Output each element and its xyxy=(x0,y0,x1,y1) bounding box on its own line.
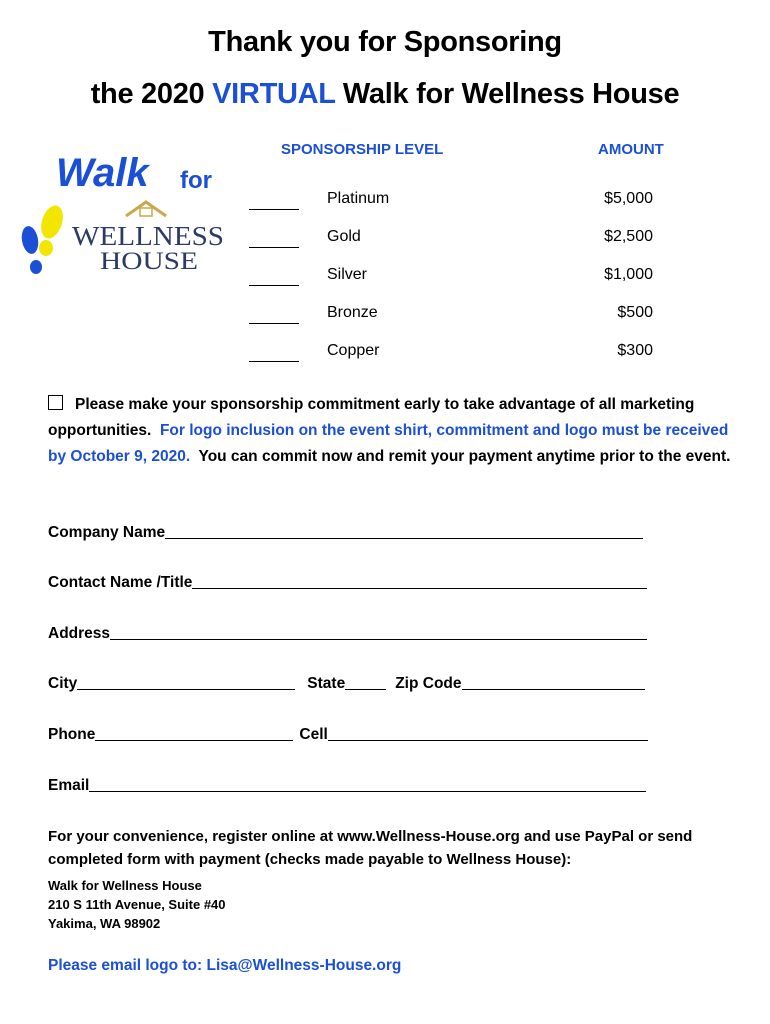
amount-bronze: $500 xyxy=(617,304,653,321)
footprints-icon xyxy=(20,203,67,274)
company-name-label: Company Name xyxy=(48,524,166,541)
level-silver: Silver xyxy=(327,266,368,283)
sponsorship-level-header: SPONSORSHIP LEVEL xyxy=(281,141,444,158)
city-label: City xyxy=(48,675,78,692)
platinum-blank[interactable] xyxy=(249,195,299,210)
address-row xyxy=(48,625,647,643)
logo-graphic xyxy=(14,140,234,280)
house-roof-icon xyxy=(126,202,166,216)
email-label: Email xyxy=(48,777,90,794)
commitment-notice xyxy=(48,392,738,470)
contact-name-row xyxy=(48,574,647,592)
mailing-line-3: Yakima, WA 98902 xyxy=(48,916,161,931)
amount-copper: $300 xyxy=(617,342,653,359)
cell-field[interactable] xyxy=(328,737,648,741)
city-state-zip-row xyxy=(48,675,645,693)
gold-blank[interactable] xyxy=(249,233,299,248)
mailing-line-1: Walk for Wellness House xyxy=(48,878,202,893)
title-line-1: Thank you for Sponsoring xyxy=(208,26,562,58)
registration-instructions: For your convenience, register online at www.Wellness-House.org and use PayPal or send completed form with payment (checks made payable to Wellness House): xyxy=(48,828,693,868)
title-line-2 xyxy=(0,78,770,111)
email-row xyxy=(48,777,646,795)
cell-label: Cell xyxy=(299,726,328,743)
logo-house-text: HOUSE xyxy=(100,248,198,275)
level-bronze: Bronze xyxy=(327,304,378,321)
contact-name-field[interactable] xyxy=(192,585,647,589)
logo-wellness-text: WELLNESS xyxy=(72,221,224,251)
copper-blank[interactable] xyxy=(249,347,299,362)
mailing-line-2: 210 S 11th Avenue, Suite #40 xyxy=(48,897,226,912)
amount-header: AMOUNT xyxy=(598,141,664,158)
silver-blank[interactable] xyxy=(249,271,299,286)
company-name-field[interactable] xyxy=(165,535,643,539)
zip-code-label: Zip Code xyxy=(395,675,462,692)
amount-silver: $1,000 xyxy=(604,266,653,283)
level-platinum: Platinum xyxy=(327,190,390,207)
phone-label: Phone xyxy=(48,726,96,743)
address-field[interactable] xyxy=(110,636,647,640)
state-label: State xyxy=(307,675,346,692)
phone-field[interactable] xyxy=(95,737,293,741)
commitment-checkbox[interactable] xyxy=(48,395,63,410)
email-logo-instruction: Please email logo to: Lisa@Wellness-House.org xyxy=(48,957,402,974)
zip-code-field[interactable] xyxy=(462,686,645,690)
notice-part-1: Please make your sponsorship commitment early to take advantage of all marketing opportunities. xyxy=(48,396,695,439)
level-gold: Gold xyxy=(327,228,361,245)
amount-gold: $2,500 xyxy=(604,228,653,245)
state-field[interactable] xyxy=(345,686,386,690)
title-line-2-post: Walk for Wellness House xyxy=(335,78,680,110)
title-virtual: VIRTUAL xyxy=(212,78,336,110)
level-copper: Copper xyxy=(327,342,380,359)
title-line-2-pre: the 2020 xyxy=(90,78,213,110)
notice-deadline: For logo inclusion on the event shirt, commitment and logo must be received by October 9, 2020. xyxy=(48,422,729,465)
walk-for-wellness-logo xyxy=(14,140,234,280)
notice-part-3: You can commit now and remit your payment anytime prior to the event. xyxy=(198,448,731,465)
company-name-row xyxy=(48,524,643,542)
city-field[interactable] xyxy=(77,686,295,690)
contact-name-label: Contact Name /Title xyxy=(48,574,193,591)
logo-for-text: for xyxy=(180,167,212,194)
phone-cell-row xyxy=(48,726,648,744)
email-field[interactable] xyxy=(89,788,646,792)
bronze-blank[interactable] xyxy=(249,309,299,324)
mailing-address xyxy=(48,876,226,933)
amount-platinum: $5,000 xyxy=(604,190,653,207)
address-label: Address xyxy=(48,625,111,642)
logo-walk-text: Walk xyxy=(56,151,149,195)
